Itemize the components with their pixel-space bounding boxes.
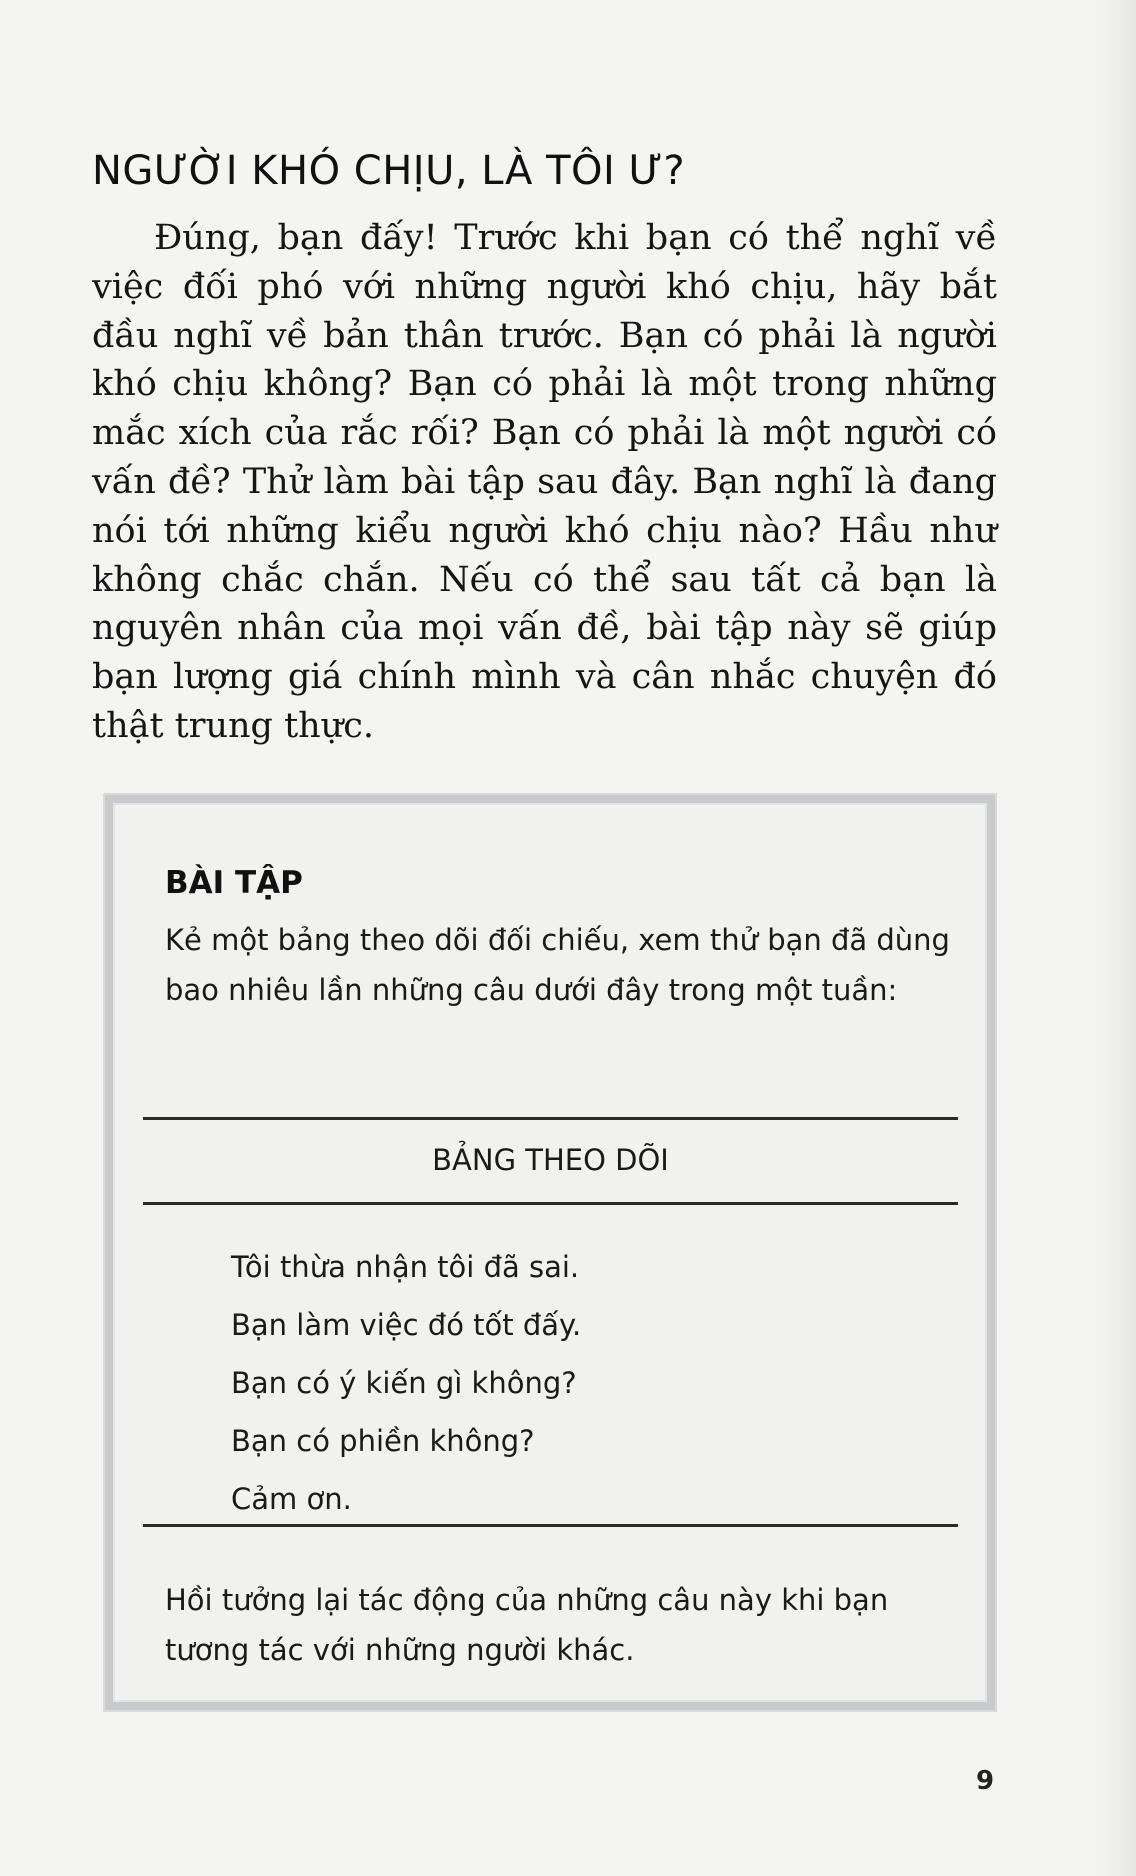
phrase-item: Bạn có phiền không? bbox=[231, 1424, 535, 1458]
exercise-reflection: Hồi tưởng lại tác động của những câu này khi bạn tương tác với những người khác. bbox=[165, 1583, 889, 1667]
phrase-item: Bạn làm việc đó tốt đấy. bbox=[231, 1308, 582, 1342]
table-bottom-rule bbox=[143, 1524, 958, 1527]
tracking-table-title: BẢNG THEO DÕI bbox=[432, 1143, 669, 1177]
page-edge-shadow bbox=[1096, 0, 1136, 1876]
exercise-instructions: Kẻ một bảng theo dõi đối chiếu, xem thử bạn đã dùng bao nhiêu lần những câu dưới đây trong một tuần: bbox=[165, 923, 950, 1007]
phrase-item: Cảm ơn. bbox=[231, 1482, 352, 1516]
table-top-rule bbox=[143, 1117, 958, 1120]
phrase-item: Bạn có ý kiến gì không? bbox=[231, 1366, 577, 1400]
section-heading: NGƯỜI KHÓ CHỊU, LÀ TÔI Ư? bbox=[92, 148, 686, 194]
table-header-rule bbox=[143, 1202, 958, 1205]
section-body-paragraph: Đúng, bạn đấy! Trước khi bạn có thể nghĩ về việc đối phó với những người khó chịu, hãy bắt đầu nghĩ về bản thân trước. Bạn có phải là người khó chịu không? Bạn có phải là một trong những mắc xích của rắc rối? Bạn có phải là một người có vấn đề? Thử làm bài tập sau đây. Bạn nghĩ là đang nói tới những kiểu người khó chịu nào? Hầu như không chắc chắn. Nếu có thể sau tất cả bạn là nguyên nhân của mọi vấn đề, bài tập này sẽ giúp bạn lượng giá chính mình và cân nhắc chuyện đó thật trung thực. bbox=[92, 218, 997, 746]
exercise-title: BÀI TẬP bbox=[165, 865, 303, 901]
exercise-box bbox=[105, 795, 995, 1710]
phrase-item: Tôi thừa nhận tôi đã sai. bbox=[231, 1250, 580, 1284]
phrase-list bbox=[231, 1238, 581, 1528]
page-number: 9 bbox=[976, 1766, 995, 1796]
